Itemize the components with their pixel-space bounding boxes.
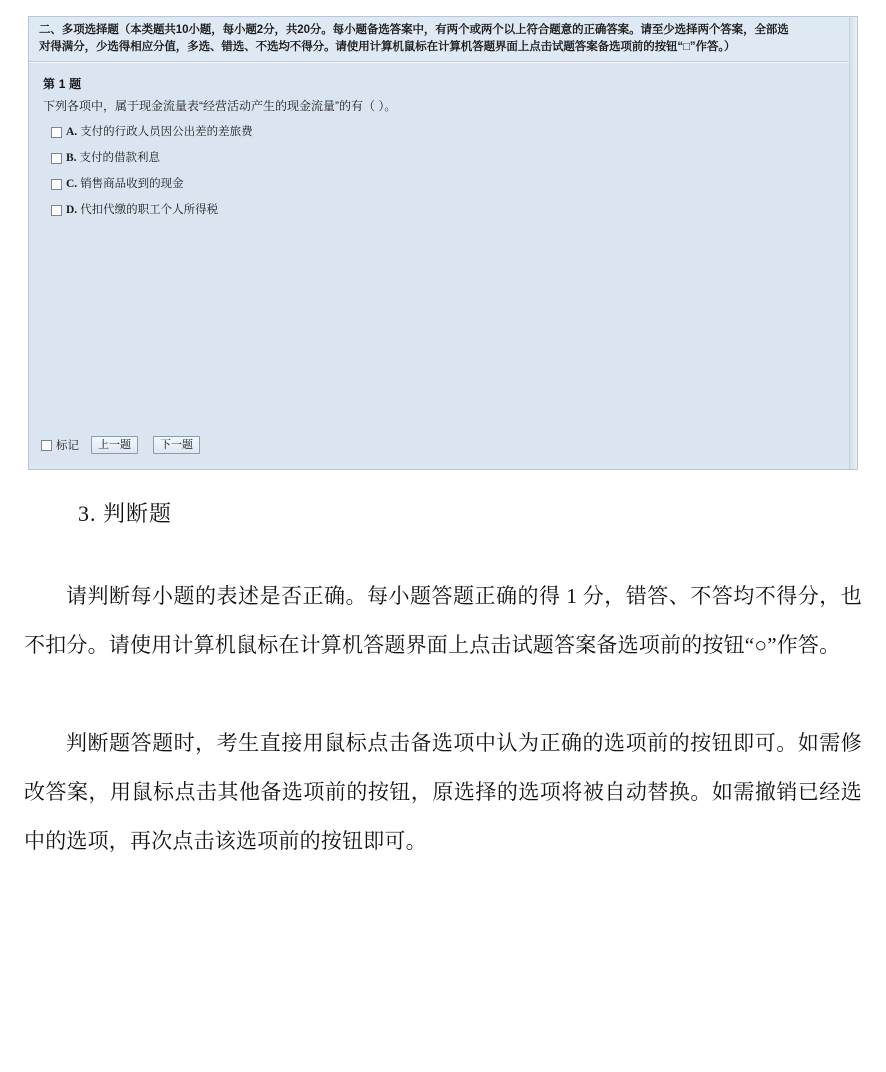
exam-screenshot-panel — [28, 16, 858, 470]
exam-instructions-line-1: 二、多项选择题（本类题共10小题，每小题2分，共20分。每小题备选答案中，有两个或两个以上符合题意的正确答案。请至少选择两个答案，全部选 — [39, 24, 789, 36]
checkbox-icon[interactable] — [51, 179, 62, 190]
option-text: 代扣代缴的职工个人所得税 — [80, 204, 219, 216]
question-number-label: 第 1 题 — [43, 77, 82, 91]
exam-navigation-toolbar — [41, 436, 215, 454]
section-heading: 3. 判断题 — [78, 501, 173, 526]
answer-option-list — [51, 125, 845, 218]
option-text: 销售商品收到的现金 — [80, 178, 184, 190]
option-text: 支付的借款利息 — [79, 152, 161, 164]
option-letter: A. — [66, 126, 78, 138]
answer-option-c[interactable] — [51, 177, 845, 192]
previous-question-button[interactable]: 上一题 — [91, 436, 138, 454]
answer-option-a[interactable] — [51, 125, 845, 140]
checkbox-icon[interactable] — [51, 153, 62, 164]
mark-question-label: 标记 — [56, 440, 79, 452]
panel-scrollbar[interactable] — [849, 17, 857, 469]
checkbox-icon[interactable] — [51, 205, 62, 216]
answer-option-d[interactable] — [51, 203, 845, 218]
question-stem: 下列各项中，属于现金流量表“经营活动产生的现金流量”的有（ ）。 — [43, 99, 397, 113]
exam-question-area — [29, 62, 857, 464]
option-letter: D. — [66, 204, 78, 216]
document-body — [0, 492, 886, 866]
checkbox-icon[interactable] — [41, 440, 52, 451]
option-text: 支付的行政人员因公出差的差旅费 — [80, 126, 253, 138]
exam-instructions-line-2: 对得满分，少选得相应分值，多选、错选、不选均不得分。请使用计算机鼠标在计算机答题界面上点击试题答案备选项前的按钮“□”作答。） — [39, 40, 736, 53]
checkbox-icon[interactable] — [51, 127, 62, 138]
option-letter: B. — [66, 152, 77, 164]
mark-question-checkbox[interactable] — [41, 437, 79, 453]
answer-option-b[interactable] — [51, 151, 845, 166]
option-letter: C. — [66, 178, 78, 190]
paragraph-2: 判断题答题时，考生直接用鼠标点击备选项中认为正确的选项前的按钮即可。如需修改答案，用鼠标点击其他备选项前的按钮，原选择的选项将被自动替换。如需撤销已经选中的选项，再次点击该选项前的按钮即可。 — [24, 731, 862, 853]
exam-instructions-header — [29, 17, 857, 62]
next-question-button[interactable]: 下一题 — [153, 436, 200, 454]
paragraph-1: 请判断每小题的表述是否正确。每小题答题正确的得 1 分，错答、不答均不得分，也不扣分。请使用计算机鼠标在计算机答题界面上点击试题答案备选项前的按钮“○”作答。 — [24, 584, 862, 657]
